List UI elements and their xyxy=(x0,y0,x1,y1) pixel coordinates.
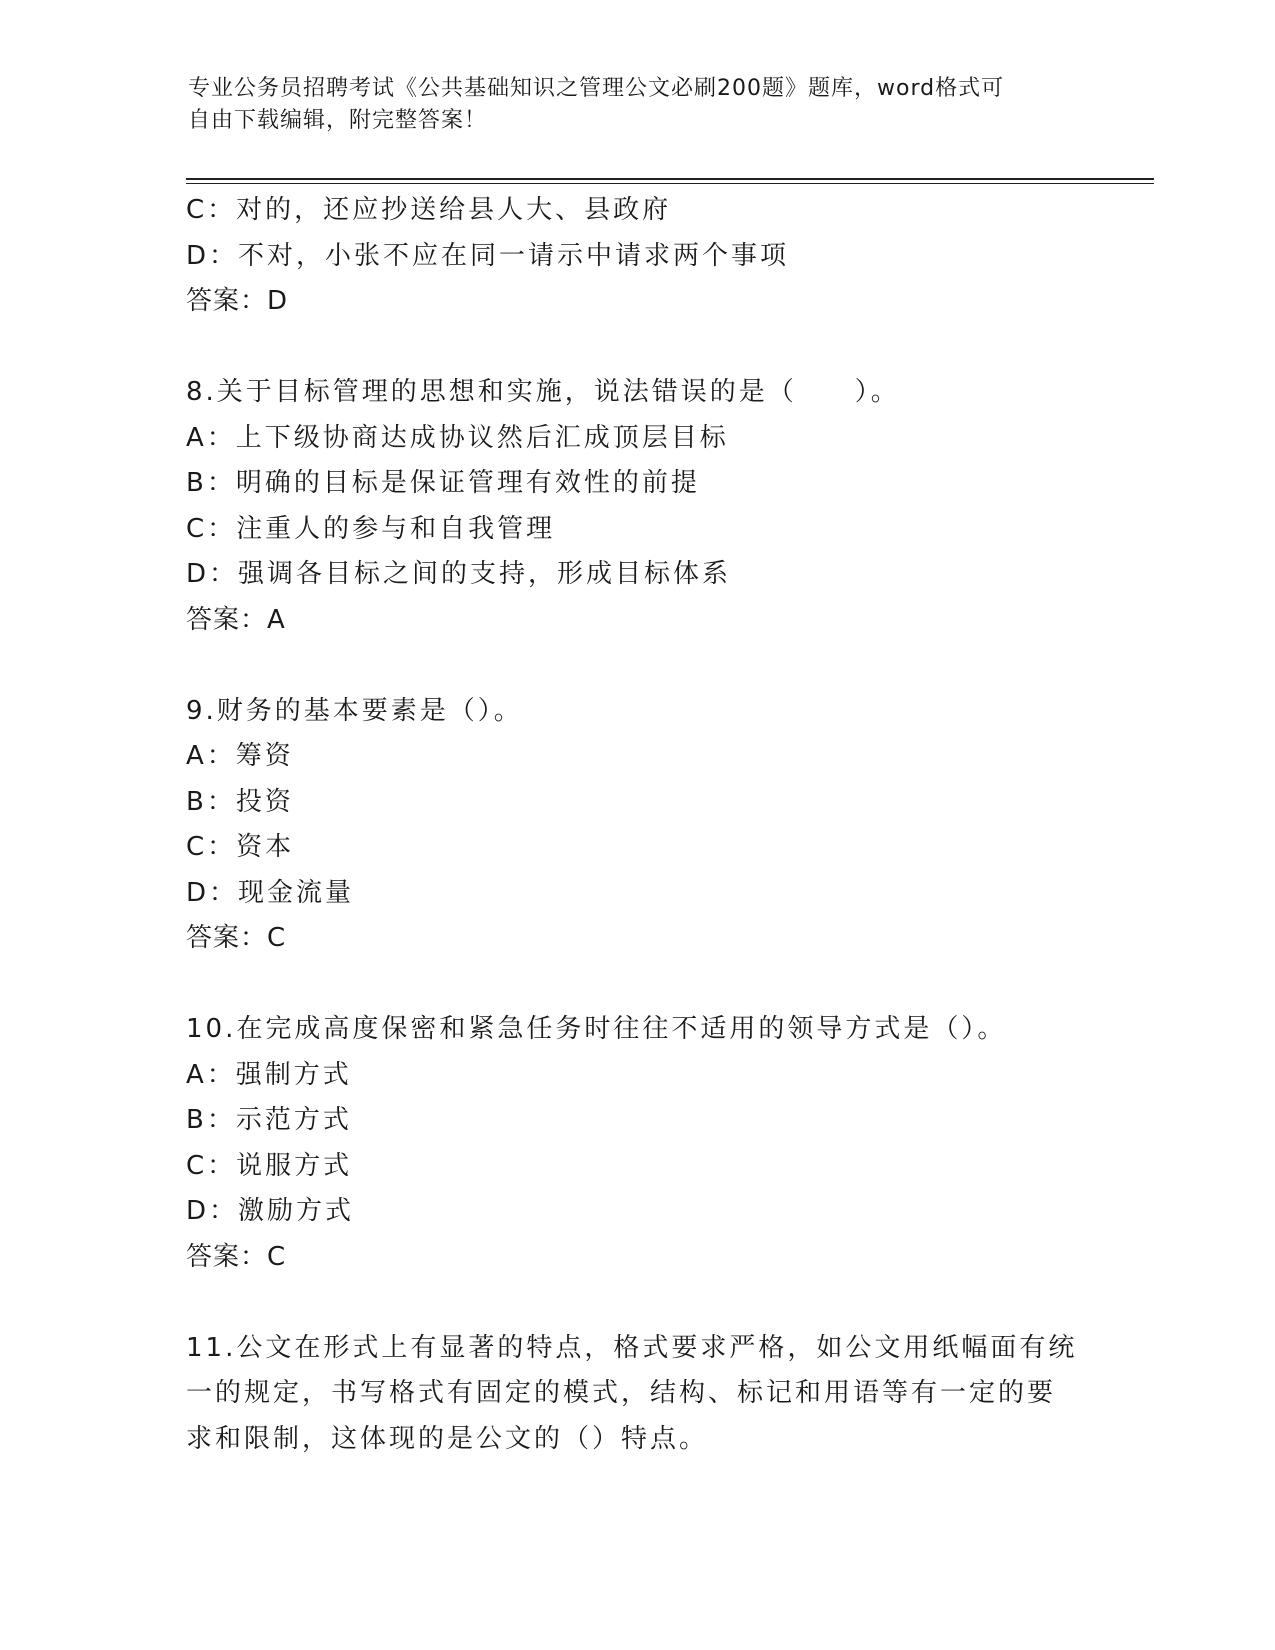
option-d: D：现金流量 xyxy=(186,877,355,908)
spacer xyxy=(186,962,1086,1008)
header-divider-thin xyxy=(186,183,1154,184)
document-header xyxy=(188,73,1068,137)
option-b: B：明确的目标是保证管理有效性的前提 xyxy=(186,468,700,498)
header-line-2: 自由下载编辑，附完整答案！ xyxy=(188,108,488,133)
option-a: A：强制方式 xyxy=(186,1059,352,1090)
header-divider-thick xyxy=(186,178,1154,180)
answer: 答案：C xyxy=(186,1241,287,1272)
question-stem-line-3: 求和限制，这体现的是公文的（）特点。 xyxy=(186,1423,709,1454)
option-c: C：资本 xyxy=(186,832,295,862)
option-b: B：示范方式 xyxy=(186,1105,352,1135)
option-c: C：说服方式 xyxy=(186,1150,353,1181)
answer: 答案：C xyxy=(186,923,287,953)
question-stem-line-2: 一的规定，书写格式有固定的模式，结构、标记和用语等有一定的要 xyxy=(186,1378,1057,1408)
question-list xyxy=(186,188,1086,1462)
question-stem: 8.关于目标管理的思想和实施，说法错误的是（ ）。 xyxy=(186,377,900,407)
spacer xyxy=(186,1280,1086,1326)
option-d: D：不对，小张不应在同一请示中请求两个事项 xyxy=(186,240,790,271)
header-line-1: 专业公务员招聘考试《公共基础知识之管理公文必刷200题》题库，word格式可 xyxy=(188,76,1005,101)
question-stem: 9.财务的基本要素是（）。 xyxy=(186,695,523,726)
question-11 xyxy=(186,1326,1086,1463)
spacer xyxy=(186,643,1086,689)
question-7-tail xyxy=(186,188,1086,325)
question-10 xyxy=(186,1007,1086,1280)
option-c: C：注重人的参与和自我管理 xyxy=(186,513,556,544)
option-a: A：筹资 xyxy=(186,741,294,771)
question-stem: 10.在完成高度保密和紧急任务时往往不适用的领导方式是（）。 xyxy=(186,1014,1007,1044)
spacer xyxy=(186,325,1086,371)
option-a: A：上下级协商达成协议然后汇成顶层目标 xyxy=(186,422,729,453)
option-d: D：强调各目标之间的支持，形成目标体系 xyxy=(186,559,732,589)
answer: 答案：A xyxy=(186,604,286,635)
question-9 xyxy=(186,689,1086,962)
option-b: B：投资 xyxy=(186,786,294,817)
question-stem-line-1: 11.公文在形式上有显著的特点，格式要求严格，如公文用纸幅面有统 xyxy=(186,1332,1078,1363)
option-d: D：激励方式 xyxy=(186,1196,355,1226)
question-8 xyxy=(186,370,1086,643)
answer: 答案：D xyxy=(186,286,289,316)
option-c: C：对的，还应抄送给县人大、县政府 xyxy=(186,195,672,225)
